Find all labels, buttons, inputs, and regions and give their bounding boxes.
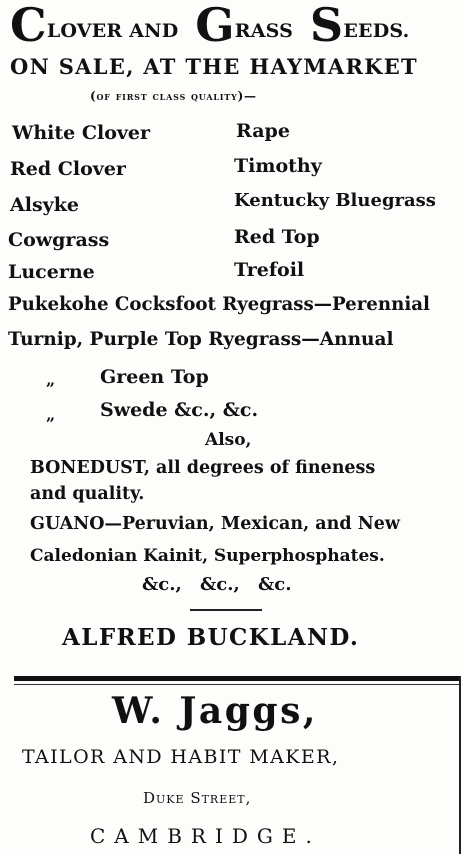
- ditto-mark: „: [46, 370, 56, 389]
- seed-item: Lucerne: [8, 261, 95, 283]
- also-line: Also,: [205, 430, 252, 450]
- green-top-line: Green Top: [100, 366, 209, 388]
- quality-note: (of first class quality)—: [90, 89, 257, 103]
- seed-item: Trefoil: [234, 259, 305, 281]
- advertiser-name: ALFRED BUCKLAND.: [62, 624, 360, 651]
- seed-item: Timothy: [234, 155, 322, 177]
- box-border: [459, 676, 461, 854]
- bonedust-line: and quality.: [30, 484, 145, 504]
- headline-word-clover: CLOVER AND: [10, 0, 179, 52]
- section-divider: [14, 684, 460, 685]
- on-sale-line: ON SALE, AT THE HAYMARKET: [10, 54, 418, 79]
- pukekohe-line: Pukekohe Cocksfoot Ryegrass—Perennial: [8, 294, 430, 315]
- headline-word-seeds: SEEDS.: [309, 0, 410, 52]
- tailor-trade: TAILOR AND HABIT MAKER,: [22, 746, 340, 768]
- etc-line: &c., &c., &c.: [142, 574, 292, 595]
- turnip-line: Turnip, Purple Top Ryegrass—Annual: [8, 329, 394, 350]
- tailor-street: Duke Street,: [143, 789, 252, 807]
- swede-line: Swede &c., &c.: [100, 399, 259, 421]
- seed-item: Alsyke: [10, 194, 79, 216]
- seed-item: White Clover: [12, 122, 151, 144]
- ditto-mark: „: [46, 405, 56, 424]
- guano-line: GUANO—Peruvian, Mexican, and New: [30, 514, 400, 534]
- seed-item: Kentucky Bluegrass: [234, 190, 436, 211]
- bonedust-line: BONEDUST, all degrees of fineness: [30, 458, 376, 478]
- seed-item: Red Clover: [10, 158, 126, 180]
- section-divider: [14, 676, 460, 681]
- divider: [190, 609, 262, 611]
- tailor-town: CAMBRIDGE.: [90, 824, 321, 848]
- seed-item: Rape: [236, 120, 290, 142]
- seed-item: Red Top: [234, 226, 320, 248]
- headline-word-grass: GRASS: [195, 0, 294, 52]
- advert-headline: [10, 0, 419, 52]
- guano-line: Caledonian Kainit, Superphosphates.: [30, 546, 385, 566]
- tailor-name: W. Jaggs,: [112, 690, 318, 732]
- seed-item: Cowgrass: [8, 229, 110, 251]
